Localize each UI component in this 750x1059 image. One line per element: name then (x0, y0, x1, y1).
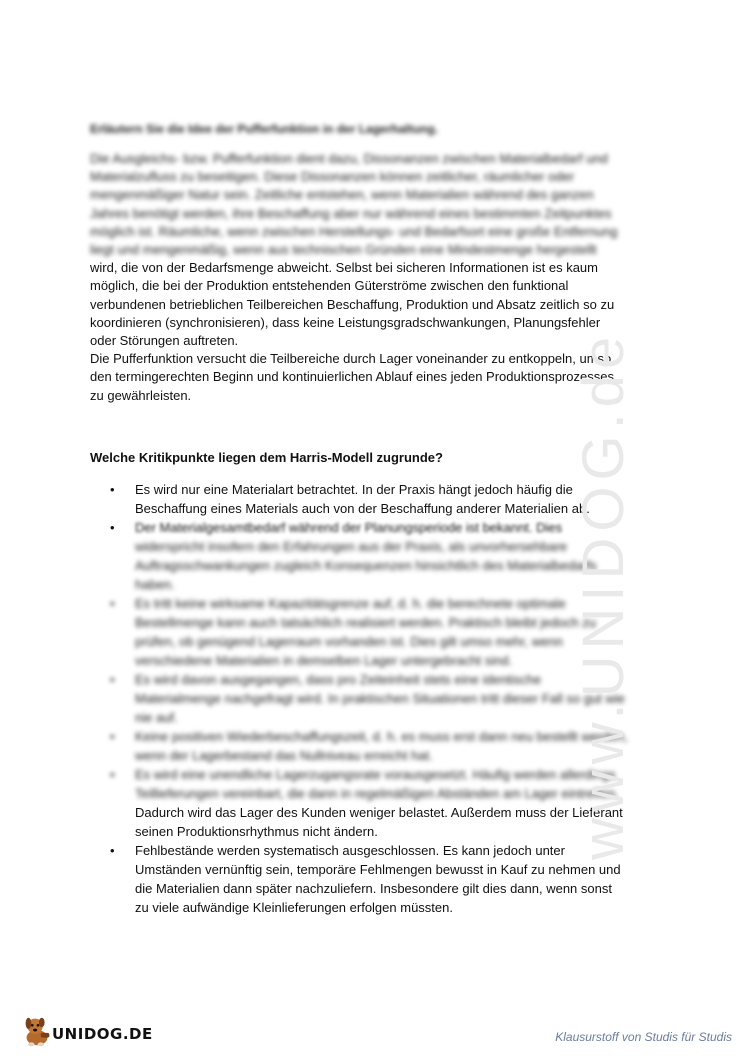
text-line: Es wird nur eine Materialart betrachtet. In der Praxis hängt jedoch häufig die (135, 482, 573, 497)
unidog-logo[interactable] (18, 1012, 158, 1050)
bullet-icon: • (110, 729, 115, 744)
blurred-paragraph (90, 150, 675, 259)
text-line: Teillieferungen vereinbart, die dann in regelmäßigen Abständen am Lager eintreffen. (135, 786, 619, 801)
bullet-icon: • (110, 767, 115, 782)
text-line: zu gewährleisten. (90, 387, 192, 403)
text-line: liegt und mengenmäßig, wenn aus technischen Gründen eine Mindestmenge hergestellt (90, 242, 597, 258)
text-line: Materialmenge nachgefragt wird. In praktischen Situationen tritt dieser Fall so gut wie (135, 691, 625, 706)
text-line: Jahres benötigt werden, ihre Beschaffung aber nur während eines bestimmten Zeitpunktes (90, 205, 612, 221)
text-line: Dadurch wird das Lager des Kunden weniger belastet. Außerdem muss der Lieferant (135, 805, 623, 820)
text-line: oder Störungen auftreten. (90, 333, 239, 349)
bullet-icon: • (110, 520, 115, 535)
text-line: verbundenen betrieblichen Teilbereichen Beschaffung, Produktion und Absatz zeitlich so zu (90, 296, 615, 312)
text-line: Der Materialgesamtbedarf während der Planungsperiode ist bekannt. Dies (135, 520, 563, 535)
text-line: koordinieren (synchronisieren), dass keine Leistungsgradschwankungen, Planungsfehler (90, 314, 601, 330)
text-line: die Materialien dann später nachzuliefern. Insbesondere gilt dies dann, wenn sonst (135, 881, 612, 896)
text-line: Bestellmenge kann auch tatsächlich realisiert werden. Praktisch bleibt jedoch zu (135, 615, 597, 630)
text-line: zu viele aufwändige Kleinlieferungen erfolgen müssten. (135, 900, 453, 915)
text-line: den termingerechten Beginn und kontinuierlichen Ablauf eines jeden Produktionsprozesses (90, 369, 614, 385)
text-line: Es wird eine unendliche Lagerzugangsrate vorausgesetzt. Häufig werden allerdings (135, 767, 616, 782)
text-line: widerspricht insofern den Erfahrungen aus der Praxis, als unvorhersehbare (135, 539, 568, 554)
bullet-icon: • (110, 596, 115, 611)
text-line: verschiedene Materialien in demselben Lager untergebracht sind. (135, 653, 513, 668)
text-line: möglich, die bei der Produktion entstehenden Güterströme zwischen den funktional (90, 278, 569, 294)
text-line: Es wird davon ausgegangen, dass pro Zeiteinheit stets eine identische (135, 672, 542, 687)
text-line: möglich ist. Räumliche, wenn zwischen Herstellungs- und Bedarfsort eine große Entfernung (90, 223, 618, 239)
bullet-icon: • (110, 843, 115, 858)
text-line: haben. (135, 577, 175, 592)
text-line: Die Pufferfunktion versucht die Teilbereiche durch Lager voneinander zu entkoppeln, umso (90, 351, 612, 367)
text-line: wird, die von der Bedarfsmenge abweicht. Selbst bei sicheren Informationen ist es kaum (90, 260, 598, 276)
text-line: Es tritt keine wirksame Kapazitätsgrenze auf, d. h. die berechnete optimale (135, 596, 566, 611)
logo-text: UNIDOG.DE (52, 1025, 153, 1043)
text-line: Die Ausgleichs- bzw. Pufferfunktion dient dazu, Dissonanzen zwischen Materialbedarf und (90, 151, 608, 166)
text-line: Auftragsschwankungen zugleich Konsequenzen hinsichtlich des Materialbedarfs (135, 558, 597, 573)
text-line: Fehlbestände werden systematisch ausgeschlossen. Es kann jedoch unter (135, 843, 565, 858)
text-line: Keine positiven Wiederbeschaffungszeit, d. h. es muss erst dann neu bestellt werden, (135, 729, 628, 744)
text-line: prüfen, ob genügend Lagerraum vorhanden ist. Dies gilt umso mehr, wenn (135, 634, 563, 649)
bullet-icon: • (110, 672, 115, 687)
text-line: Beschaffung eines Materials auch von der Beschaffung anderer Materialien ab. (135, 501, 590, 516)
text-line: Umständen vernünftig sein, temporäre Fehlmengen bewusst in Kauf zu nehmen und (135, 862, 621, 877)
text-line: wenn der Lagerbestand das Nullniveau erreicht hat. (135, 748, 433, 763)
text-line: mengenmäßiger Natur sein. Zeitliche entstehen, wenn Materialien während des ganzen (90, 187, 594, 203)
text-line: Materialzufluss zu beseitigen. Diese Dissonanzen können zeitlicher, räumlicher oder (90, 169, 575, 185)
text-line: seinen Produktionsrhythmus nicht ändern. (135, 824, 378, 839)
text-line: nie auf. (135, 710, 178, 725)
question-2-title: Welche Kritikpunkte liegen dem Harris-Modell zugrunde? (90, 450, 443, 465)
watermark: www.UNIDOG.de (571, 330, 636, 860)
footer-tagline: Klausurstoff von Studis für Studis (555, 1030, 732, 1044)
question-1-title: Erläutern Sie die Idee der Pufferfunktion in der Lagerhaltung. (90, 122, 439, 136)
dog-icon (18, 1012, 56, 1050)
bullet-icon: • (110, 482, 115, 497)
